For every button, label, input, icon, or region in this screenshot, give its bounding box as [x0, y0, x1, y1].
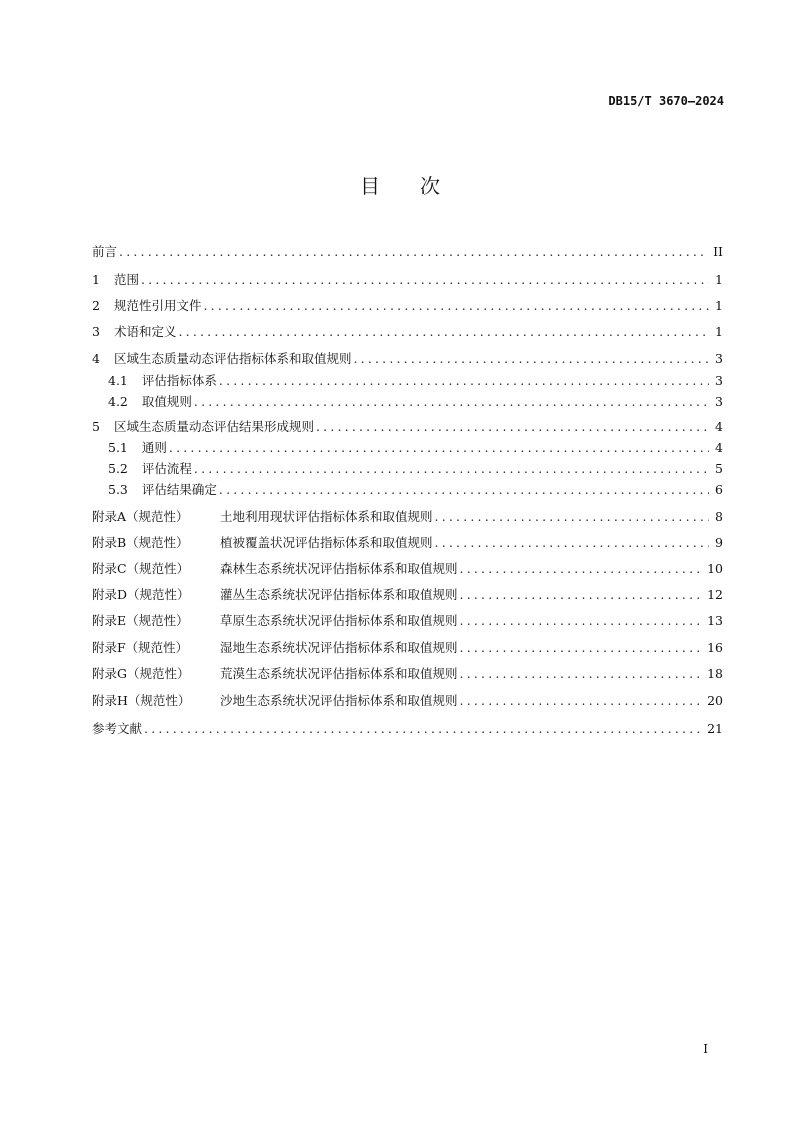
dot-leader — [219, 373, 709, 388]
toc-entry-page: 12 — [707, 586, 723, 602]
document-code: DB15/T 3670—2024 — [608, 94, 724, 108]
toc-entry[interactable] — [92, 270, 723, 288]
toc-entry-title: 前言 — [92, 244, 118, 259]
dot-leader — [460, 693, 702, 708]
dot-leader — [316, 419, 709, 434]
toc-entry-title: 评估结果确定 — [141, 482, 217, 497]
toc-entry[interactable] — [108, 438, 723, 456]
toc-annex-label: 附录A（规范性） — [92, 509, 189, 524]
toc-entry-title: 通则 — [141, 440, 167, 455]
dot-leader — [435, 509, 710, 524]
dot-leader — [460, 613, 702, 628]
toc-annex-label: 附录B（规范性） — [92, 535, 189, 550]
toc-entry-title: 参考文献 — [92, 721, 143, 736]
dot-leader — [119, 244, 707, 259]
toc-entry[interactable] — [92, 611, 723, 629]
toc-entry[interactable] — [92, 322, 723, 340]
dot-leader — [460, 666, 702, 681]
toc-entry-number: 5 — [92, 418, 100, 434]
toc-entry-title: 荒漠生态系统状况评估指标体系和取值规则 — [220, 666, 458, 681]
toc-entry[interactable] — [92, 242, 723, 260]
toc-entry-number: 5.1 — [108, 439, 128, 455]
toc-entry-title: 范围 — [113, 272, 139, 287]
toc-entry-title: 评估流程 — [141, 461, 192, 476]
toc-entry-number: 1 — [92, 271, 100, 287]
dot-leader — [169, 440, 709, 455]
toc-annex-label: 附录F（规范性） — [92, 640, 189, 655]
toc-entry[interactable] — [92, 719, 723, 737]
toc-entry-title: 湿地生态系统状况评估指标体系和取值规则 — [220, 640, 458, 655]
dot-leader — [203, 298, 709, 313]
toc-entry-number: 2 — [92, 297, 100, 313]
toc-entry-page: 5 — [715, 460, 723, 476]
toc-entry-page: 20 — [707, 692, 723, 708]
toc-entry[interactable] — [92, 638, 723, 656]
toc-entry[interactable] — [108, 392, 723, 410]
toc-entry-page: 21 — [707, 720, 723, 736]
toc-entry-page: 13 — [707, 612, 723, 628]
toc-entry[interactable] — [108, 371, 723, 389]
toc-entry-title: 评估指标体系 — [141, 373, 217, 388]
toc-entry-title: 植被覆盖状况评估指标体系和取值规则 — [220, 535, 433, 550]
toc-entry-page: 4 — [715, 439, 723, 455]
toc-entry-title: 草原生态系统状况评估指标体系和取值规则 — [220, 613, 458, 628]
toc-entry-title: 灌丛生态系统状况评估指标体系和取值规则 — [220, 587, 458, 602]
toc-entry-page: 18 — [707, 665, 723, 681]
page-title: 目次 — [360, 174, 480, 198]
dot-leader — [435, 535, 710, 550]
toc-entry-title: 区域生态质量动态评估结果形成规则 — [113, 419, 314, 434]
toc-entry-number: 3 — [92, 323, 100, 339]
toc-entry[interactable] — [108, 480, 723, 498]
dot-leader — [460, 561, 702, 576]
toc-entry-number: 4 — [92, 350, 100, 366]
toc-entry[interactable] — [92, 349, 723, 367]
toc-entry[interactable] — [92, 691, 723, 709]
toc-entry-title: 土地利用现状评估指标体系和取值规则 — [220, 509, 433, 524]
toc-entry-page: 1 — [715, 271, 723, 287]
toc-entry-number: 5.2 — [108, 460, 128, 476]
toc-entry-page: 1 — [715, 297, 723, 313]
toc-entry-page: II — [713, 243, 723, 259]
dot-leader — [353, 351, 709, 366]
dot-leader — [194, 461, 709, 476]
dot-leader — [144, 721, 701, 736]
dot-leader — [219, 482, 709, 497]
toc-annex-label: 附录E（规范性） — [92, 613, 189, 628]
toc-entry-title: 规范性引用文件 — [113, 298, 202, 313]
toc-annex-label: 附录G（规范性） — [92, 666, 190, 681]
toc-entry-page: 9 — [715, 534, 723, 550]
toc-entry-page: 10 — [707, 560, 723, 576]
toc-entry[interactable] — [92, 296, 723, 314]
toc-entry-title: 区域生态质量动态评估指标体系和取值规则 — [113, 351, 352, 366]
dot-leader — [460, 640, 702, 655]
toc-entry-number: 4.1 — [108, 372, 128, 388]
toc-entry-title: 取值规则 — [141, 394, 192, 409]
toc-entry-title: 沙地生态系统状况评估指标体系和取值规则 — [220, 693, 458, 708]
dot-leader — [460, 587, 702, 602]
toc-entry[interactable] — [92, 585, 723, 603]
toc-entry[interactable] — [92, 507, 723, 525]
toc-entry-number: 5.3 — [108, 481, 128, 497]
toc-entry[interactable] — [108, 459, 723, 477]
toc-entry-title: 森林生态系统状况评估指标体系和取值规则 — [220, 561, 458, 576]
toc-entry-page: 3 — [715, 372, 723, 388]
toc-entry[interactable] — [92, 559, 723, 577]
dot-leader — [178, 324, 709, 339]
toc-entry-page: 6 — [715, 481, 723, 497]
toc-entry-page: 3 — [715, 393, 723, 409]
page-number: I — [703, 1042, 708, 1056]
toc-annex-label: 附录C（规范性） — [92, 561, 190, 576]
toc-entry-title: 术语和定义 — [113, 324, 177, 339]
toc-annex-label: 附录H（规范性） — [92, 693, 191, 708]
toc-entry[interactable] — [92, 417, 723, 435]
toc-annex-label: 附录D（规范性） — [92, 587, 190, 602]
toc-entry-page: 3 — [715, 350, 723, 366]
toc-entry-page: 16 — [707, 639, 723, 655]
toc-entry-page: 4 — [715, 418, 723, 434]
toc-entry-page: 1 — [715, 323, 723, 339]
toc-entry-number: 4.2 — [108, 393, 128, 409]
dot-leader — [194, 394, 709, 409]
toc-entry[interactable] — [92, 533, 723, 551]
toc-entry[interactable] — [92, 664, 723, 682]
dot-leader — [141, 272, 709, 287]
toc-entry-page: 8 — [715, 508, 723, 524]
